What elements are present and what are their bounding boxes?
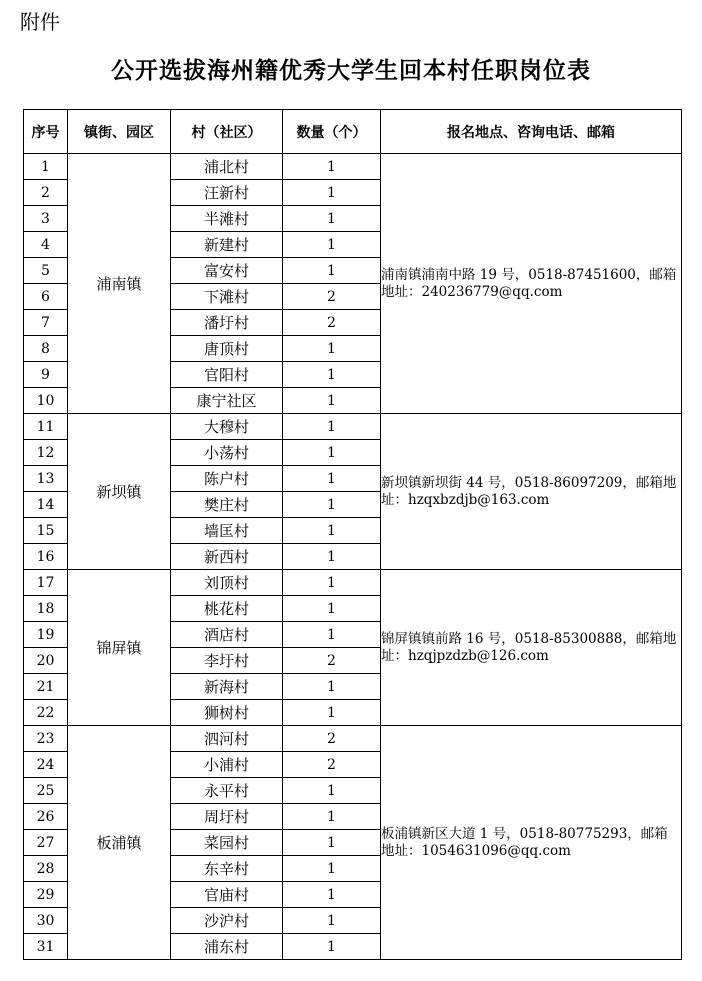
seq-cell: 7	[24, 310, 68, 336]
seq-cell: 19	[24, 622, 68, 648]
seq-cell: 8	[24, 336, 68, 362]
positions-table	[23, 109, 682, 960]
village-cell: 大穆村	[171, 414, 283, 440]
count-cell: 1	[283, 466, 381, 492]
seq-cell: 10	[24, 388, 68, 414]
village-cell: 浦东村	[171, 934, 283, 960]
count-cell: 1	[283, 908, 381, 934]
seq-cell: 24	[24, 752, 68, 778]
seq-cell: 13	[24, 466, 68, 492]
seq-cell: 5	[24, 258, 68, 284]
seq-cell: 25	[24, 778, 68, 804]
seq-cell: 21	[24, 674, 68, 700]
count-cell: 1	[283, 882, 381, 908]
seq-cell: 2	[24, 180, 68, 206]
village-cell: 樊庄村	[171, 492, 283, 518]
header-seq: 序号	[24, 110, 68, 154]
village-cell: 墙匡村	[171, 518, 283, 544]
count-cell: 1	[283, 622, 381, 648]
contact-cell: 板浦镇新区大道 1 号，0518-80775293，邮箱地址：1054631096@qq.com	[381, 726, 682, 960]
seq-cell: 29	[24, 882, 68, 908]
count-cell: 1	[283, 674, 381, 700]
count-cell: 1	[283, 336, 381, 362]
village-cell: 永平村	[171, 778, 283, 804]
count-cell: 1	[283, 206, 381, 232]
seq-cell: 6	[24, 284, 68, 310]
count-cell: 1	[283, 258, 381, 284]
count-cell: 1	[283, 388, 381, 414]
town-cell: 新坝镇	[68, 414, 171, 570]
table-header-row	[24, 110, 682, 154]
count-cell: 2	[283, 284, 381, 310]
village-cell: 汪新村	[171, 180, 283, 206]
contact-cell: 浦南镇浦南中路 19 号，0518-87451600，邮箱地址：240236779@qq.com	[381, 154, 682, 414]
seq-cell: 27	[24, 830, 68, 856]
village-cell: 桃花村	[171, 596, 283, 622]
page-title: 公开选拔海州籍优秀大学生回本村任职岗位表	[111, 58, 591, 84]
seq-cell: 15	[24, 518, 68, 544]
count-cell: 1	[283, 180, 381, 206]
seq-cell: 14	[24, 492, 68, 518]
town-cell: 锦屏镇	[68, 570, 171, 726]
seq-cell: 23	[24, 726, 68, 752]
count-cell: 1	[283, 154, 381, 180]
village-cell: 官阳村	[171, 362, 283, 388]
count-cell: 1	[283, 934, 381, 960]
header-count: 数量（个）	[283, 110, 381, 154]
village-cell: 酒店村	[171, 622, 283, 648]
village-cell: 浦北村	[171, 154, 283, 180]
seq-cell: 1	[24, 154, 68, 180]
count-cell: 2	[283, 310, 381, 336]
village-cell: 新建村	[171, 232, 283, 258]
count-cell: 1	[283, 544, 381, 570]
header-town: 镇街、园区	[68, 110, 171, 154]
count-cell: 1	[283, 492, 381, 518]
seq-cell: 26	[24, 804, 68, 830]
village-cell: 泗河村	[171, 726, 283, 752]
count-cell: 1	[283, 700, 381, 726]
table-row	[24, 154, 682, 180]
contact-cell: 新坝镇新坝街 44 号，0518-86097209，邮箱地址：hzqxbzdjb@163.com	[381, 414, 682, 570]
header-contact: 报名地点、咨询电话、邮箱	[381, 110, 682, 154]
count-cell: 2	[283, 648, 381, 674]
count-cell: 1	[283, 440, 381, 466]
seq-cell: 28	[24, 856, 68, 882]
seq-cell: 18	[24, 596, 68, 622]
count-cell: 1	[283, 856, 381, 882]
village-cell: 康宁社区	[171, 388, 283, 414]
count-cell: 1	[283, 596, 381, 622]
village-cell: 下滩村	[171, 284, 283, 310]
village-cell: 半滩村	[171, 206, 283, 232]
village-cell: 小浦村	[171, 752, 283, 778]
village-cell: 新海村	[171, 674, 283, 700]
count-cell: 2	[283, 726, 381, 752]
seq-cell: 20	[24, 648, 68, 674]
count-cell: 1	[283, 570, 381, 596]
attachment-label: 附件	[20, 10, 60, 34]
table-row	[24, 570, 682, 596]
contact-cell: 锦屏镇镇前路 16 号，0518-85300888，邮箱地址：hzqjpzdzb@126.com	[381, 570, 682, 726]
village-cell: 官庙村	[171, 882, 283, 908]
seq-cell: 12	[24, 440, 68, 466]
seq-cell: 16	[24, 544, 68, 570]
village-cell: 东辛村	[171, 856, 283, 882]
village-cell: 菜园村	[171, 830, 283, 856]
seq-cell: 3	[24, 206, 68, 232]
seq-cell: 9	[24, 362, 68, 388]
village-cell: 李圩村	[171, 648, 283, 674]
village-cell: 陈户村	[171, 466, 283, 492]
table-row	[24, 414, 682, 440]
village-cell: 小荡村	[171, 440, 283, 466]
village-cell: 新西村	[171, 544, 283, 570]
count-cell: 1	[283, 414, 381, 440]
count-cell: 2	[283, 752, 381, 778]
count-cell: 1	[283, 518, 381, 544]
count-cell: 1	[283, 830, 381, 856]
count-cell: 1	[283, 232, 381, 258]
count-cell: 1	[283, 778, 381, 804]
town-cell: 板浦镇	[68, 726, 171, 960]
village-cell: 富安村	[171, 258, 283, 284]
seq-cell: 17	[24, 570, 68, 596]
header-village: 村（社区）	[171, 110, 283, 154]
seq-cell: 22	[24, 700, 68, 726]
count-cell: 1	[283, 362, 381, 388]
seq-cell: 31	[24, 934, 68, 960]
seq-cell: 11	[24, 414, 68, 440]
village-cell: 潘圩村	[171, 310, 283, 336]
table-body	[24, 154, 682, 960]
seq-cell: 4	[24, 232, 68, 258]
village-cell: 沙沪村	[171, 908, 283, 934]
seq-cell: 30	[24, 908, 68, 934]
village-cell: 唐顶村	[171, 336, 283, 362]
village-cell: 狮树村	[171, 700, 283, 726]
table-row	[24, 726, 682, 752]
town-cell: 浦南镇	[68, 154, 171, 414]
village-cell: 周圩村	[171, 804, 283, 830]
count-cell: 1	[283, 804, 381, 830]
village-cell: 刘顶村	[171, 570, 283, 596]
